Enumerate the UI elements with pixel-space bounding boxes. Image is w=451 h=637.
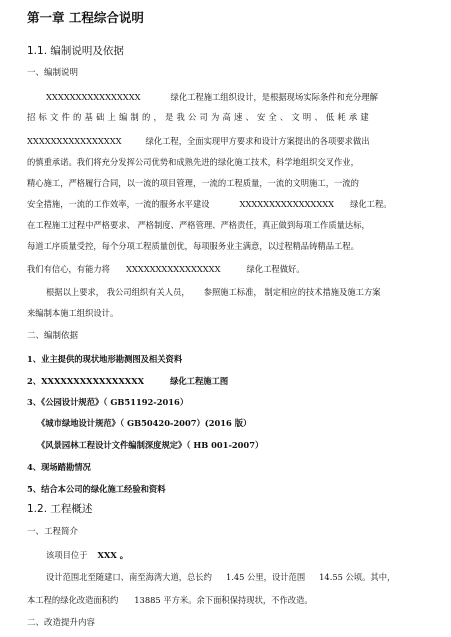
paragraph-line [46, 92, 378, 103]
paragraph-text: 参照施工标准， 制定相应的技术措施及施工方案 [203, 287, 381, 297]
paragraph-line [46, 572, 395, 583]
paragraph-line [27, 595, 313, 606]
subheading-compilation-notes: 一、编制说明 [27, 68, 79, 78]
paragraph-line: 精心施工，严格履行合同，以一流的项目管理，一流的工程质量，一流的文明施工，一流的 [27, 178, 359, 188]
paragraph-text: 我们有信心，有能力将 [27, 264, 110, 274]
basis-item: 《风景园林工程设计文件编制深度规定》（ HB 001-2007） [37, 440, 264, 450]
project-name-placeholder: XXXXXXXXXXXXXXXX [125, 264, 221, 274]
basis-item: 3、《公园设计规范》（ GB51192-2016） [27, 397, 189, 407]
subheading-improvement-content: 二、改造提升内容 [27, 618, 96, 628]
basis-item [27, 376, 228, 387]
paragraph-text: 绿化工程施工图 [170, 376, 229, 386]
location-placeholder: XXX 。 [97, 550, 128, 560]
paragraph-text: 14.55 公顷。其中， [319, 572, 396, 582]
project-name-placeholder: XXXXXXXXXXXXXXXX [46, 92, 141, 102]
section-heading-1-1: 1.1. 编制说明及依据 [27, 45, 124, 57]
paragraph-line [27, 199, 392, 210]
paragraph-text: 安全措施，一流的工作效率，一流的服务水平建设 [27, 199, 210, 209]
paragraph-line [46, 287, 381, 298]
paragraph-line: 招标文件的基础上编制的，是我公司为高速、安全、文明、低耗承建 [27, 112, 372, 122]
paragraph-line [46, 550, 128, 561]
paragraph-text: 1.45 公里，设计范围 [225, 572, 306, 582]
basis-item: 1、业主提供的现状地形勘测图及相关资料 [27, 354, 183, 364]
basis-item: 《城市绿地设计规范》（ GB50420-2007）(2016 版） [37, 418, 252, 428]
paragraph-text: 绿化工程做好。 [246, 264, 305, 274]
paragraph-text: 设计范围北至随建口、南至海湾大道，总长约 [46, 572, 212, 582]
paragraph-text: 绿化工程，全面实现甲方要求和设计方案提出的各项要求做出 [145, 136, 370, 146]
paragraph-text: 该项目位于 [46, 550, 88, 560]
paragraph-text: 本工程的绿化改造面积约 [27, 595, 119, 605]
subheading-project-intro: 一、工程简介 [27, 527, 79, 537]
chapter-title: 第一章 工程综合说明 [27, 10, 144, 25]
project-name-placeholder: XXXXXXXXXXXXXXXX [27, 136, 122, 146]
paragraph-line: 每道工序质量受控，每个分项工程质量创优，每项服务业主满意，以过程精品铸精品工程。 [27, 241, 359, 251]
section-heading-1-2: 1.2. 工程概述 [27, 503, 93, 515]
project-name-placeholder: XXXXXXXXXXXXXXXX [239, 199, 335, 209]
paragraph-line: 在工程施工过程中严格要求、 严格制度、严格管理、严格责任，真正做到每项工作质量达标， [27, 220, 370, 230]
paragraph-line [27, 264, 305, 275]
paragraph-text: 绿化工程施工组织设计，是根据现场实际条件和充分理解 [170, 92, 378, 102]
basis-item: 5、结合本公司的绿化施工经验和资料 [27, 484, 166, 494]
paragraph-text: 13885 平方米。余下面积保持现状，不作改造。 [134, 595, 313, 605]
paragraph-text: 绿化工程。 [350, 199, 392, 209]
basis-item: 4、现场踏勘情况 [27, 462, 91, 472]
paragraph-line: 来编制本施工组织设计。 [27, 308, 119, 318]
paragraph-line: 的慎重承诺。我们将充分发挥公司优势和成熟先进的绿化施工技术，科学地组织交叉作业， [27, 157, 359, 167]
paragraph-line [27, 136, 370, 147]
subheading-compilation-basis: 二、编制依据 [27, 331, 79, 341]
paragraph-text: 2、XXXXXXXXXXXXXXXX [27, 376, 145, 386]
paragraph-text: 根据以上要求， 我公司组织有关人员， [46, 287, 190, 297]
